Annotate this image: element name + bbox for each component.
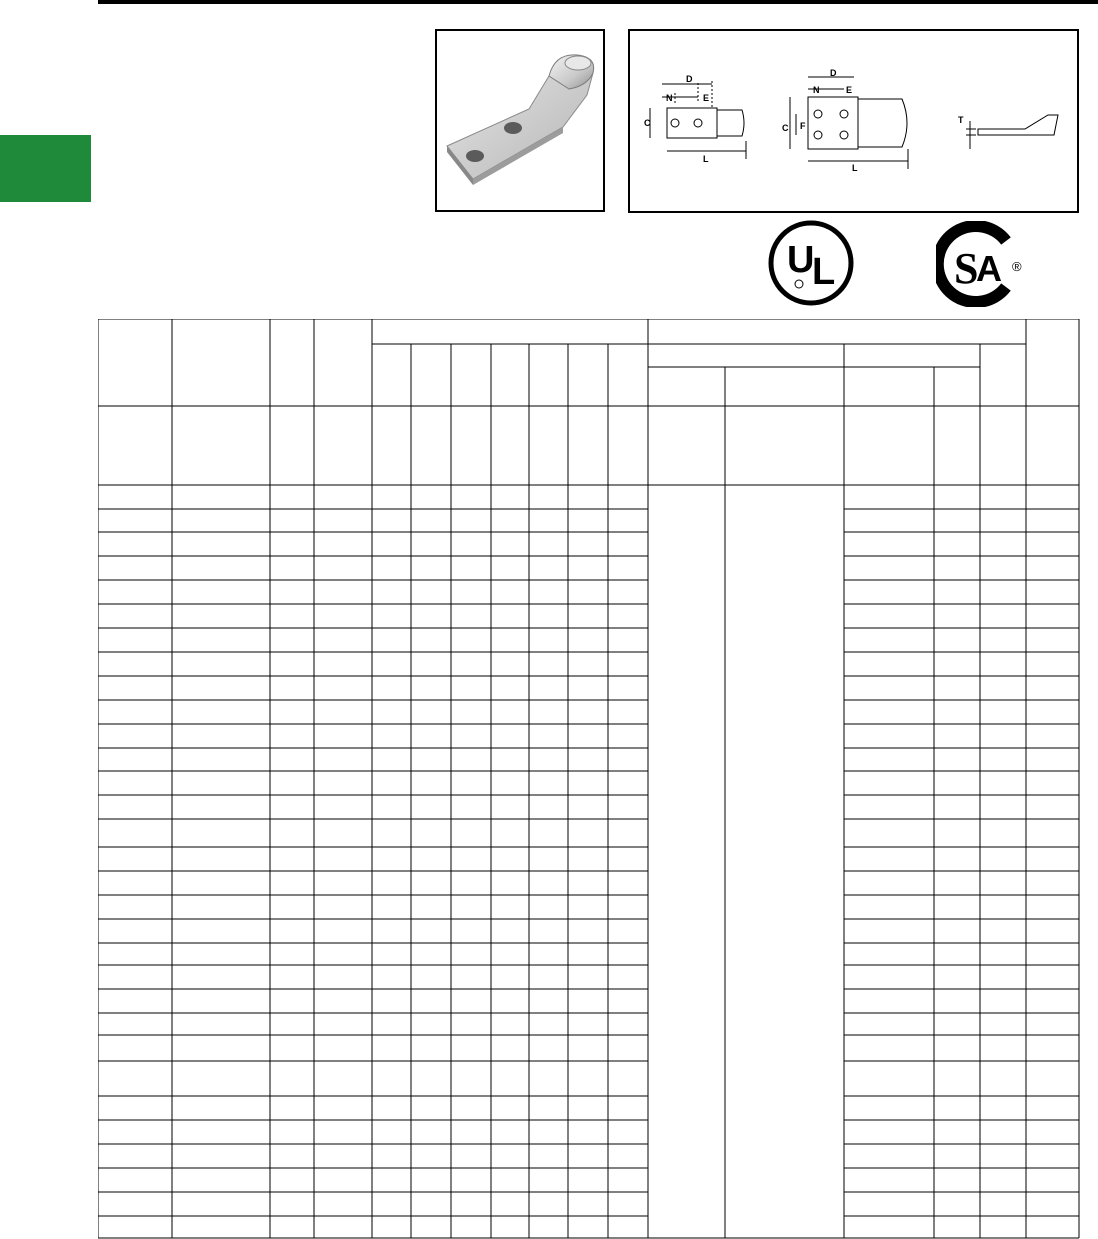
- csa-certification-logo: [936, 221, 1028, 307]
- diagram-label-l-2: L: [852, 163, 858, 173]
- diagram-label-l: L: [703, 154, 709, 164]
- diagram-label-d-2: D: [830, 68, 837, 78]
- diagram-label-e: E: [703, 93, 710, 103]
- diagram-label-n: N: [666, 93, 673, 103]
- side-view-diagram: [966, 115, 1058, 149]
- ul-certification-logo: [768, 220, 854, 306]
- two-hole-lug-diagram: [650, 81, 746, 159]
- lug-photo-image: [437, 31, 603, 210]
- diagram-label-t: T: [958, 115, 964, 125]
- section-tab: [0, 135, 91, 202]
- ul-letters-l: L: [812, 251, 836, 293]
- ul-letters: U: [787, 239, 815, 281]
- top-rule: [98, 0, 1098, 4]
- diagram-label-e-2: E: [846, 85, 853, 95]
- diagram-label-f: F: [800, 121, 806, 131]
- diagram-label-n-2: N: [813, 85, 820, 95]
- csa-letters: S: [954, 244, 979, 293]
- diagram-label-c: C: [644, 118, 651, 128]
- product-photo: [435, 29, 605, 212]
- dimension-diagrams: [628, 29, 1079, 213]
- diagram-label-c-2: C: [782, 123, 789, 133]
- diagram-label-d: D: [686, 74, 693, 84]
- dimension-diagram-svg: [630, 31, 1077, 211]
- specification-table: [98, 319, 1080, 1239]
- csa-registered-mark: ®: [1012, 259, 1022, 274]
- svg-text:A: A: [976, 248, 1002, 289]
